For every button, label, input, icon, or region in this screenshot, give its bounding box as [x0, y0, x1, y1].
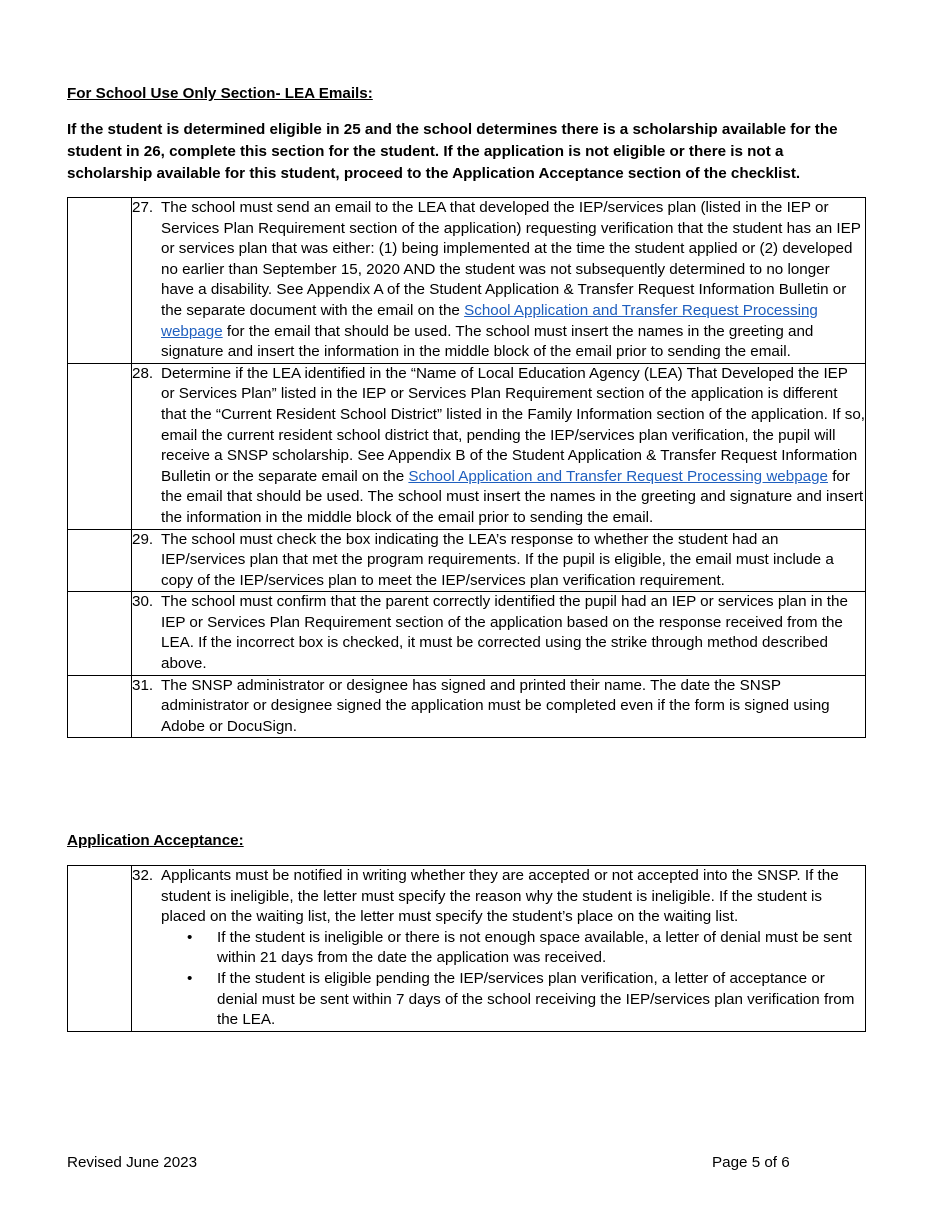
checklist-item-32	[132, 866, 865, 1031]
checklist-row-28	[68, 363, 866, 529]
bullet-text: If the student is ineligible or there is not enough space available, a letter of denial must be sent within 21 days from the date the application was received.	[217, 928, 852, 967]
item-number: 32.	[132, 867, 154, 884]
checklist-item-28	[132, 364, 865, 529]
item-text-b: for the email that should be used. The school must insert the names in the greeting and signature and insert the information in the middle block of the email prior to sending the email.	[161, 467, 864, 526]
item-text-a: The school must send an email to the LEA that developed the IEP/services plan (listed in the IEP or Services Plan Requirement section of the application) requesting verification that the student has an IEP or services plan that was either: (1) being implemented at the time the student applied or (2) developed no earlier than September 15, 2020 AND the student was not subsequently determined to no longer have a disability. See Appendix A of the Student Application & Transfer Request Information Bulletin or the separate document with the email on the	[161, 199, 861, 319]
item-number: 28.	[132, 364, 154, 382]
lea-emails-heading: For School Use Only Section- LEA Emails:	[67, 85, 373, 102]
footer-page-number: Page 5 of 6	[712, 1154, 790, 1171]
check-box-27[interactable]	[68, 198, 132, 364]
checklist-row-30	[68, 592, 866, 675]
check-box-32[interactable]	[68, 866, 132, 1032]
check-box-28[interactable]	[68, 363, 132, 529]
lea-emails-intro: If the student is determined eligible in 25 and the school determines there is a scholarship available for the student in 26, complete this section for the student. If the application is not eligible or there is not a scholarship available for this student, proceed to the Application Acceptance section of the checklist.	[67, 121, 838, 182]
check-box-29[interactable]	[68, 529, 132, 592]
list-item	[187, 928, 865, 969]
item-text-a: Determine if the LEA identified in the “Name of Local Education Agency (LEA) That Developed the IEP or Services Plan” listed in the IEP or Services Plan Requirement section of the application is different that the “Current Resident School District” listed in the Family Information section of the application. If so, email the current resident school district that, pending the IEP/services plan verification, the pupil will receive a SNSP scholarship. See Appendix B of the Student Application & Transfer Request Information Bulletin or the separate email on the	[161, 364, 866, 485]
item-text-b: for the email that should be used. The school must insert the names in the greeting and signature and insert the information in the middle block of the email prior to sending the email.	[161, 322, 814, 361]
checklist-item-30	[132, 592, 865, 674]
item-number: 31.	[132, 676, 154, 694]
footer-revised: Revised June 2023	[67, 1154, 198, 1171]
acceptance-checklist-table	[67, 865, 866, 1032]
bullet-icon: •	[187, 928, 193, 946]
checklist-item-29	[132, 530, 865, 592]
checklist-item-31	[132, 676, 865, 738]
item-text: The SNSP administrator or designee has signed and printed their name. The date the SNSP administrator or designee signed the application must be completed even if the form is signed using Adobe or DocuSign.	[161, 676, 830, 735]
item-text: The school must confirm that the parent correctly identified the pupil had an IEP or services plan in the IEP or Services Plan Requirement section of the application based on the response received from the LEA. If the incorrect box is checked, it must be corrected using the strike through method described above.	[161, 593, 848, 673]
checklist-row-31	[68, 675, 866, 738]
check-box-30[interactable]	[68, 592, 132, 675]
bullet-text: If the student is eligible pending the IEP/services plan verification, a letter of acceptance or denial must be sent within 7 days of the school receiving the IEP/services plan verification from the LEA.	[217, 969, 855, 1029]
checklist-row-32	[68, 866, 866, 1032]
check-box-31[interactable]	[68, 675, 132, 738]
notification-rules-list	[161, 928, 865, 1031]
checklist-item-27	[132, 198, 865, 363]
checklist-row-27	[68, 198, 866, 364]
item-number: 30.	[132, 593, 154, 611]
list-item	[187, 969, 865, 1031]
item-text: Applicants must be notified in writing whether they are accepted or not accepted into the SNSP. If the student is ineligible, the letter must specify the reason why the student is ineligible. If the student is placed on the waiting list, the letter must specify the student’s place on the waiting list.	[161, 867, 839, 926]
processing-webpage-link[interactable]: School Application and Transfer Request Processing webpage	[408, 467, 828, 485]
checklist-row-29	[68, 529, 866, 592]
application-acceptance-heading: Application Acceptance:	[67, 832, 244, 849]
item-number: 29.	[132, 530, 154, 548]
item-text: The school must check the box indicating the LEA’s response to whether the student had an IEP/services plan that met the program requirements. If the pupil is eligible, the email must include a copy of the IEP/services plan to meet the IEP/services plan verification requirement.	[161, 530, 834, 589]
processing-webpage-link[interactable]: School Application and Transfer Request Processing webpage	[161, 301, 818, 340]
item-number: 27.	[132, 199, 154, 216]
lea-emails-checklist-table	[67, 197, 866, 738]
bullet-icon: •	[187, 969, 193, 987]
